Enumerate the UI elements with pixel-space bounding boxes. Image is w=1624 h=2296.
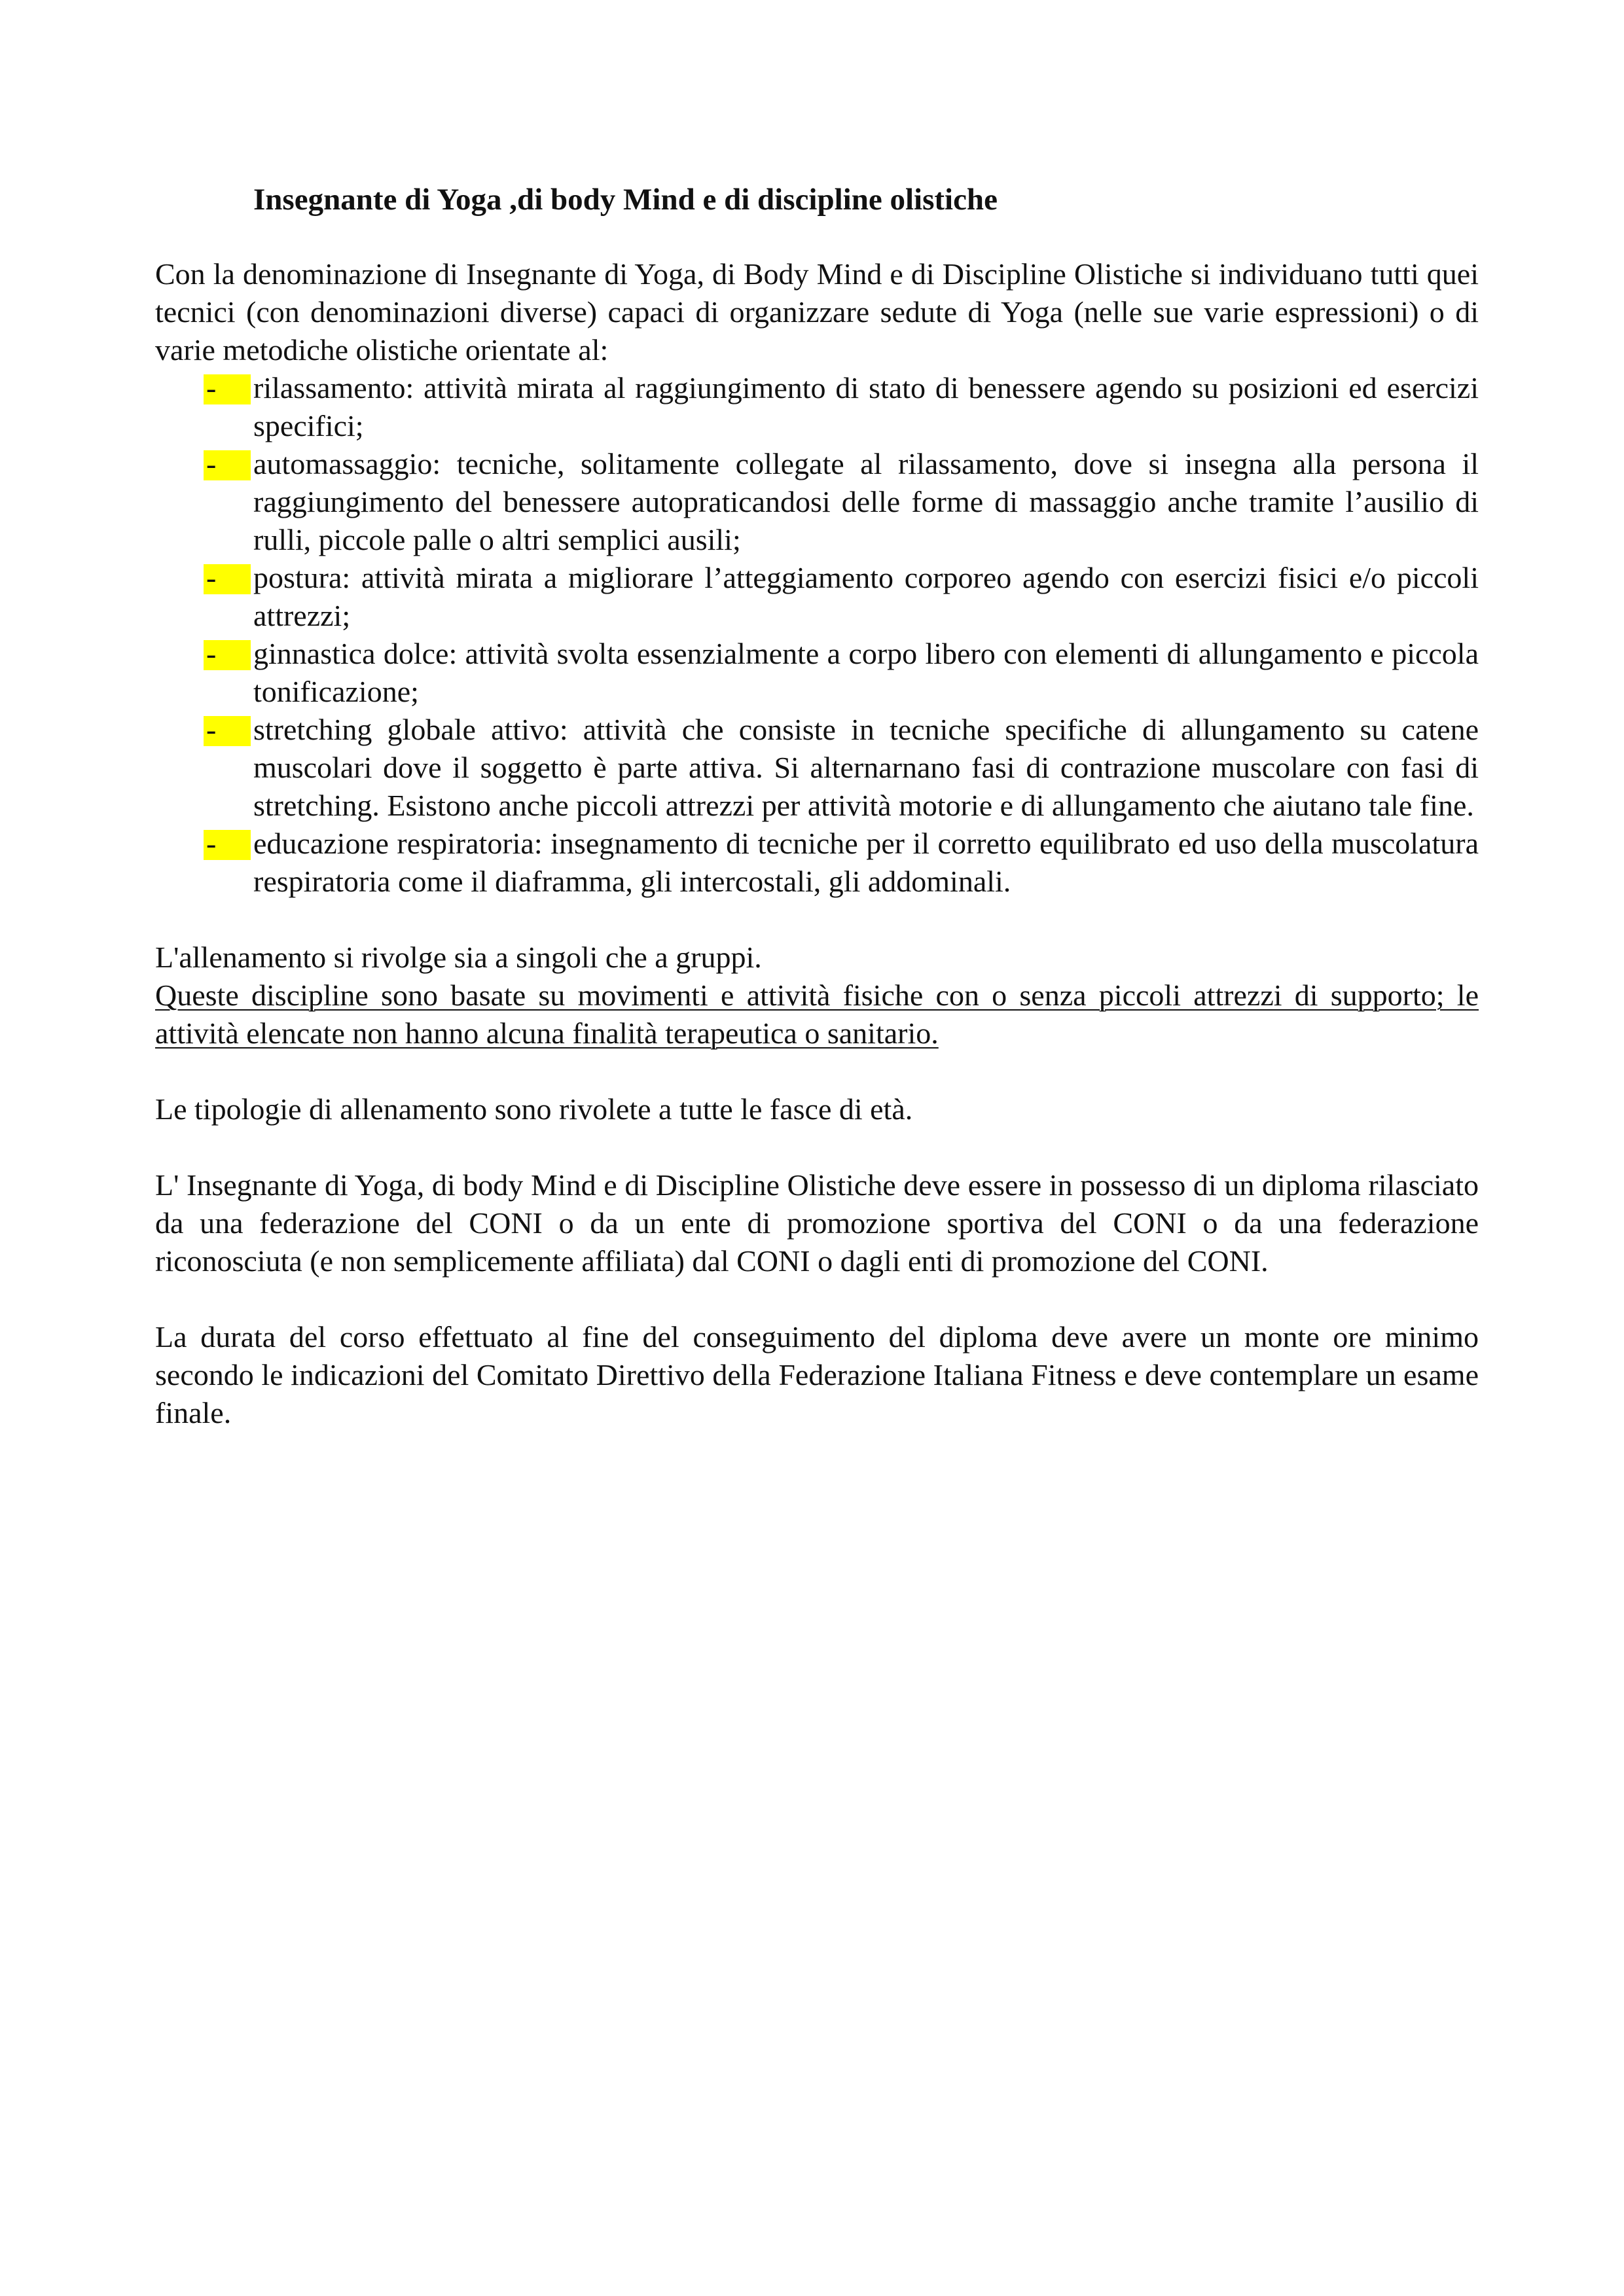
bullet-dash: - bbox=[204, 564, 251, 594]
bullet-dash: - bbox=[204, 830, 251, 860]
list-item-text: rilassamento: attività mirata al raggiungimento di stato di benessere agendo su posizioni ed esercizi specifici; bbox=[253, 371, 1479, 442]
list-item bbox=[155, 635, 1479, 711]
bullet-dash: - bbox=[204, 450, 251, 480]
list-item-text: ginnastica dolce: attività svolta essenzialmente a corpo libero con elementi di allungamento e piccola tonificazione; bbox=[253, 637, 1479, 708]
bullet-dash: - bbox=[204, 640, 251, 670]
age-groups-paragraph: Le tipologie di allenamento sono rivolete a tutte le fasce di età. bbox=[155, 1092, 913, 1126]
intro-paragraph: Con la denominazione di Insegnante di Yoga, di Body Mind e di Discipline Olistiche si individuano tutti quei tecnici (con denominazioni diverse) capaci di organizzare sedute di Yoga (nelle sue varie espressioni) o di varie metodiche olistiche orientate al: bbox=[155, 257, 1479, 367]
list-item-text: stretching globale attivo: attività che consiste in tecniche specifiche di allungamento su catene muscolari dove il soggetto è parte attiva. Si alternarnano fasi di contrazione muscolare con fasi di stretching. Esistono anche piccoli attrezzi per attività motorie e di allungamento che aiutano tale fine. bbox=[253, 713, 1479, 822]
disclaimer-paragraph: Queste discipline sono basate su movimenti e attività fisiche con o senza piccoli attrezzi di supporto; le attività elencate non hanno alcuna finalità terapeutica o sanitario. bbox=[155, 978, 1479, 1050]
training-target-paragraph: L'allenamento si rivolge sia a singoli che a gruppi. bbox=[155, 941, 762, 974]
bullet-dash: - bbox=[204, 716, 251, 746]
document-page bbox=[155, 177, 1479, 1432]
course-duration-paragraph: La durata del corso effettuato al fine del conseguimento del diploma deve avere un monte ore minimo secondo le indicazioni del Comitato Direttivo della Federazione Italiana Fitness e deve contemplare un esame finale. bbox=[155, 1320, 1479, 1429]
list-item bbox=[155, 445, 1479, 559]
list-item bbox=[155, 369, 1479, 445]
list-item-text: postura: attività mirata a migliorare l’atteggiamento corporeo agendo con esercizi fisici e/o piccoli attrezzi; bbox=[253, 561, 1479, 632]
bullet-dash: - bbox=[204, 374, 251, 404]
list-item bbox=[155, 711, 1479, 825]
list-item-text: automassaggio: tecniche, solitamente collegate al rilassamento, dove si insegna alla persona il raggiungimento del benessere autopraticandosi delle forme di massaggio anche tramite l’ausilio di rulli, piccole palle o altri semplici ausili; bbox=[253, 447, 1479, 556]
list-item bbox=[155, 825, 1479, 901]
document-title: Insegnante di Yoga ,di body Mind e di discipline olistiche bbox=[253, 183, 998, 217]
activity-list bbox=[155, 369, 1479, 901]
list-item-text: educazione respiratoria: insegnamento di tecniche per il corretto equilibrato ed uso della muscolatura respiratoria come il diaframma, gli intercostali, gli addominali. bbox=[253, 827, 1479, 898]
list-item bbox=[155, 559, 1479, 635]
diploma-paragraph: L' Insegnante di Yoga, di body Mind e di Discipline Olistiche deve essere in possesso di un diploma rilasciato da una federazione del CONI o da un ente di promozione sportiva del CONI o da una federazione riconosciuta (e non semplicemente affiliata) dal CONI o dagli enti di promozione del CONI. bbox=[155, 1168, 1479, 1278]
